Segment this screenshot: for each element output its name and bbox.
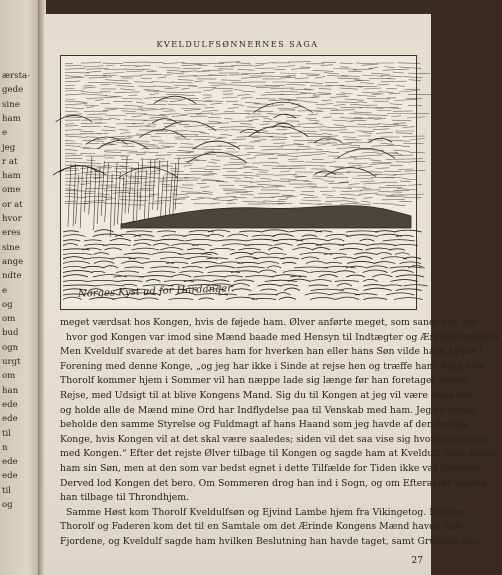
left-page-fragment: og: [2, 500, 13, 510]
left-page-fragment: gede: [2, 85, 24, 96]
left-page-fragment: ærsta-: [2, 71, 31, 81]
distant-coastline: [121, 206, 411, 228]
left-page: [0, 0, 40, 575]
text-line: Samme Høst kom Thorolf Kveldulfsøn og Ejvind Lambe hjem fra Vikingetog. Mellem: [66, 506, 465, 518]
left-page-fragment: ange: [2, 256, 24, 267]
left-page-fragment: ede: [2, 399, 18, 410]
left-page-fragment: bud: [2, 328, 19, 339]
left-page-fragment: ham: [2, 171, 21, 182]
left-page-fragment: e: [2, 128, 8, 139]
text-line: Konge, hvis Kongen vil at det skal være saaledes; siden vil det saa vise sig hvordan vi enes: [60, 433, 489, 445]
text-line: Forening med denne Konge, „og jeg har ikke i Sinde at rejse hen og træffe ham. Men hvis: [60, 360, 485, 372]
illustration-caption: Norges Kyst ud for Hardanger.: [77, 283, 235, 300]
text-line: meget værdsat hos Kongen, hvis de føjede ham. Ølver anførte meget, som sandt var, om: [60, 317, 477, 328]
left-page-fragment: ede: [2, 471, 18, 482]
text-line: Thorolf og Faderen kom det til en Samtale om det Ærinde Kongens Mænd havde haft i: [60, 521, 469, 533]
left-page-fragment: ede: [2, 414, 18, 425]
left-page-fragment: n: [2, 442, 8, 453]
left-page-fragment: til: [2, 485, 11, 496]
left-page-fragment: til: [2, 428, 11, 439]
seascape-drawing: [61, 56, 415, 308]
illustration-seascape: [60, 55, 417, 310]
left-page-fragment: e: [2, 285, 8, 296]
left-page-fragment: ede: [2, 457, 18, 468]
left-page-fragment: or at: [2, 199, 23, 210]
left-page-fragment: og: [2, 299, 13, 310]
left-page-fragment: om: [2, 371, 16, 382]
text-line: Men Kveldulf svarede at det bares ham for hverken han eller hans Søn vilde have Lykke i: [60, 346, 483, 358]
left-page-fragment: ogn: [2, 342, 19, 353]
left-page-fragment: jeg: [2, 142, 16, 153]
text-line: han tilbage til Throndhjem.: [60, 492, 190, 504]
page-number: 27: [411, 556, 423, 566]
left-page-fragment: han: [2, 385, 19, 396]
text-line: Fjordene, og Kveldulf sagde ham hvilken Beslutning han havde taget, samt Grunden der-: [60, 536, 481, 547]
left-page-fragment: sine: [2, 242, 20, 253]
left-page-fragment: ome: [2, 185, 21, 196]
left-page-fragment: ndte: [2, 271, 22, 282]
text-line: beholde den samme Styrelse og Fuldmagt af hans Haand som jeg havde af den forrige: [60, 419, 469, 431]
text-line: Thorolf kommer hjem i Sommer vil han næppe lade sig længe før han foretager denne: [60, 375, 468, 387]
left-page-fragment: ham: [2, 113, 21, 124]
text-line: hvor god Kongen var imod sine Mænd baade med Hensyn til Indtægter og Æresbevisninger.: [66, 331, 502, 343]
text-line: med Kongen.“ Efter det rejste Ølver tilbage til Kongen og sagde ham at Kveldulf vilde sende: [60, 448, 497, 460]
left-page-fragment: sine: [2, 99, 20, 110]
left-page-fragment: urgt: [2, 357, 21, 367]
left-page-fragment: eres: [2, 228, 21, 239]
left-page-fragment: om: [2, 314, 16, 325]
text-line: Rejse, med Udsigt til at blive Kongens Mand. Sig du til Kongen at jeg vil være hans Ven: [60, 390, 474, 401]
text-line: og holde alle de Mænd mine Ord har Indflydelse paa til Venskab med ham. Jeg vil ogsaa: [60, 404, 476, 416]
left-page-fragment: hvor: [2, 214, 22, 224]
left-page-fragment: r at: [2, 156, 18, 167]
text-line: Derved lod Kongen det bero. Om Sommeren drog han ind i Sogn, og om Efteraaret vendte: [60, 477, 487, 489]
running-head: KVELDULFSØNNERNES SAGA: [156, 40, 319, 49]
text-line: ham sin Søn, men at den som var bedst egnet i dette Tilfælde for Tiden ikke var hjemme.: [60, 463, 481, 474]
